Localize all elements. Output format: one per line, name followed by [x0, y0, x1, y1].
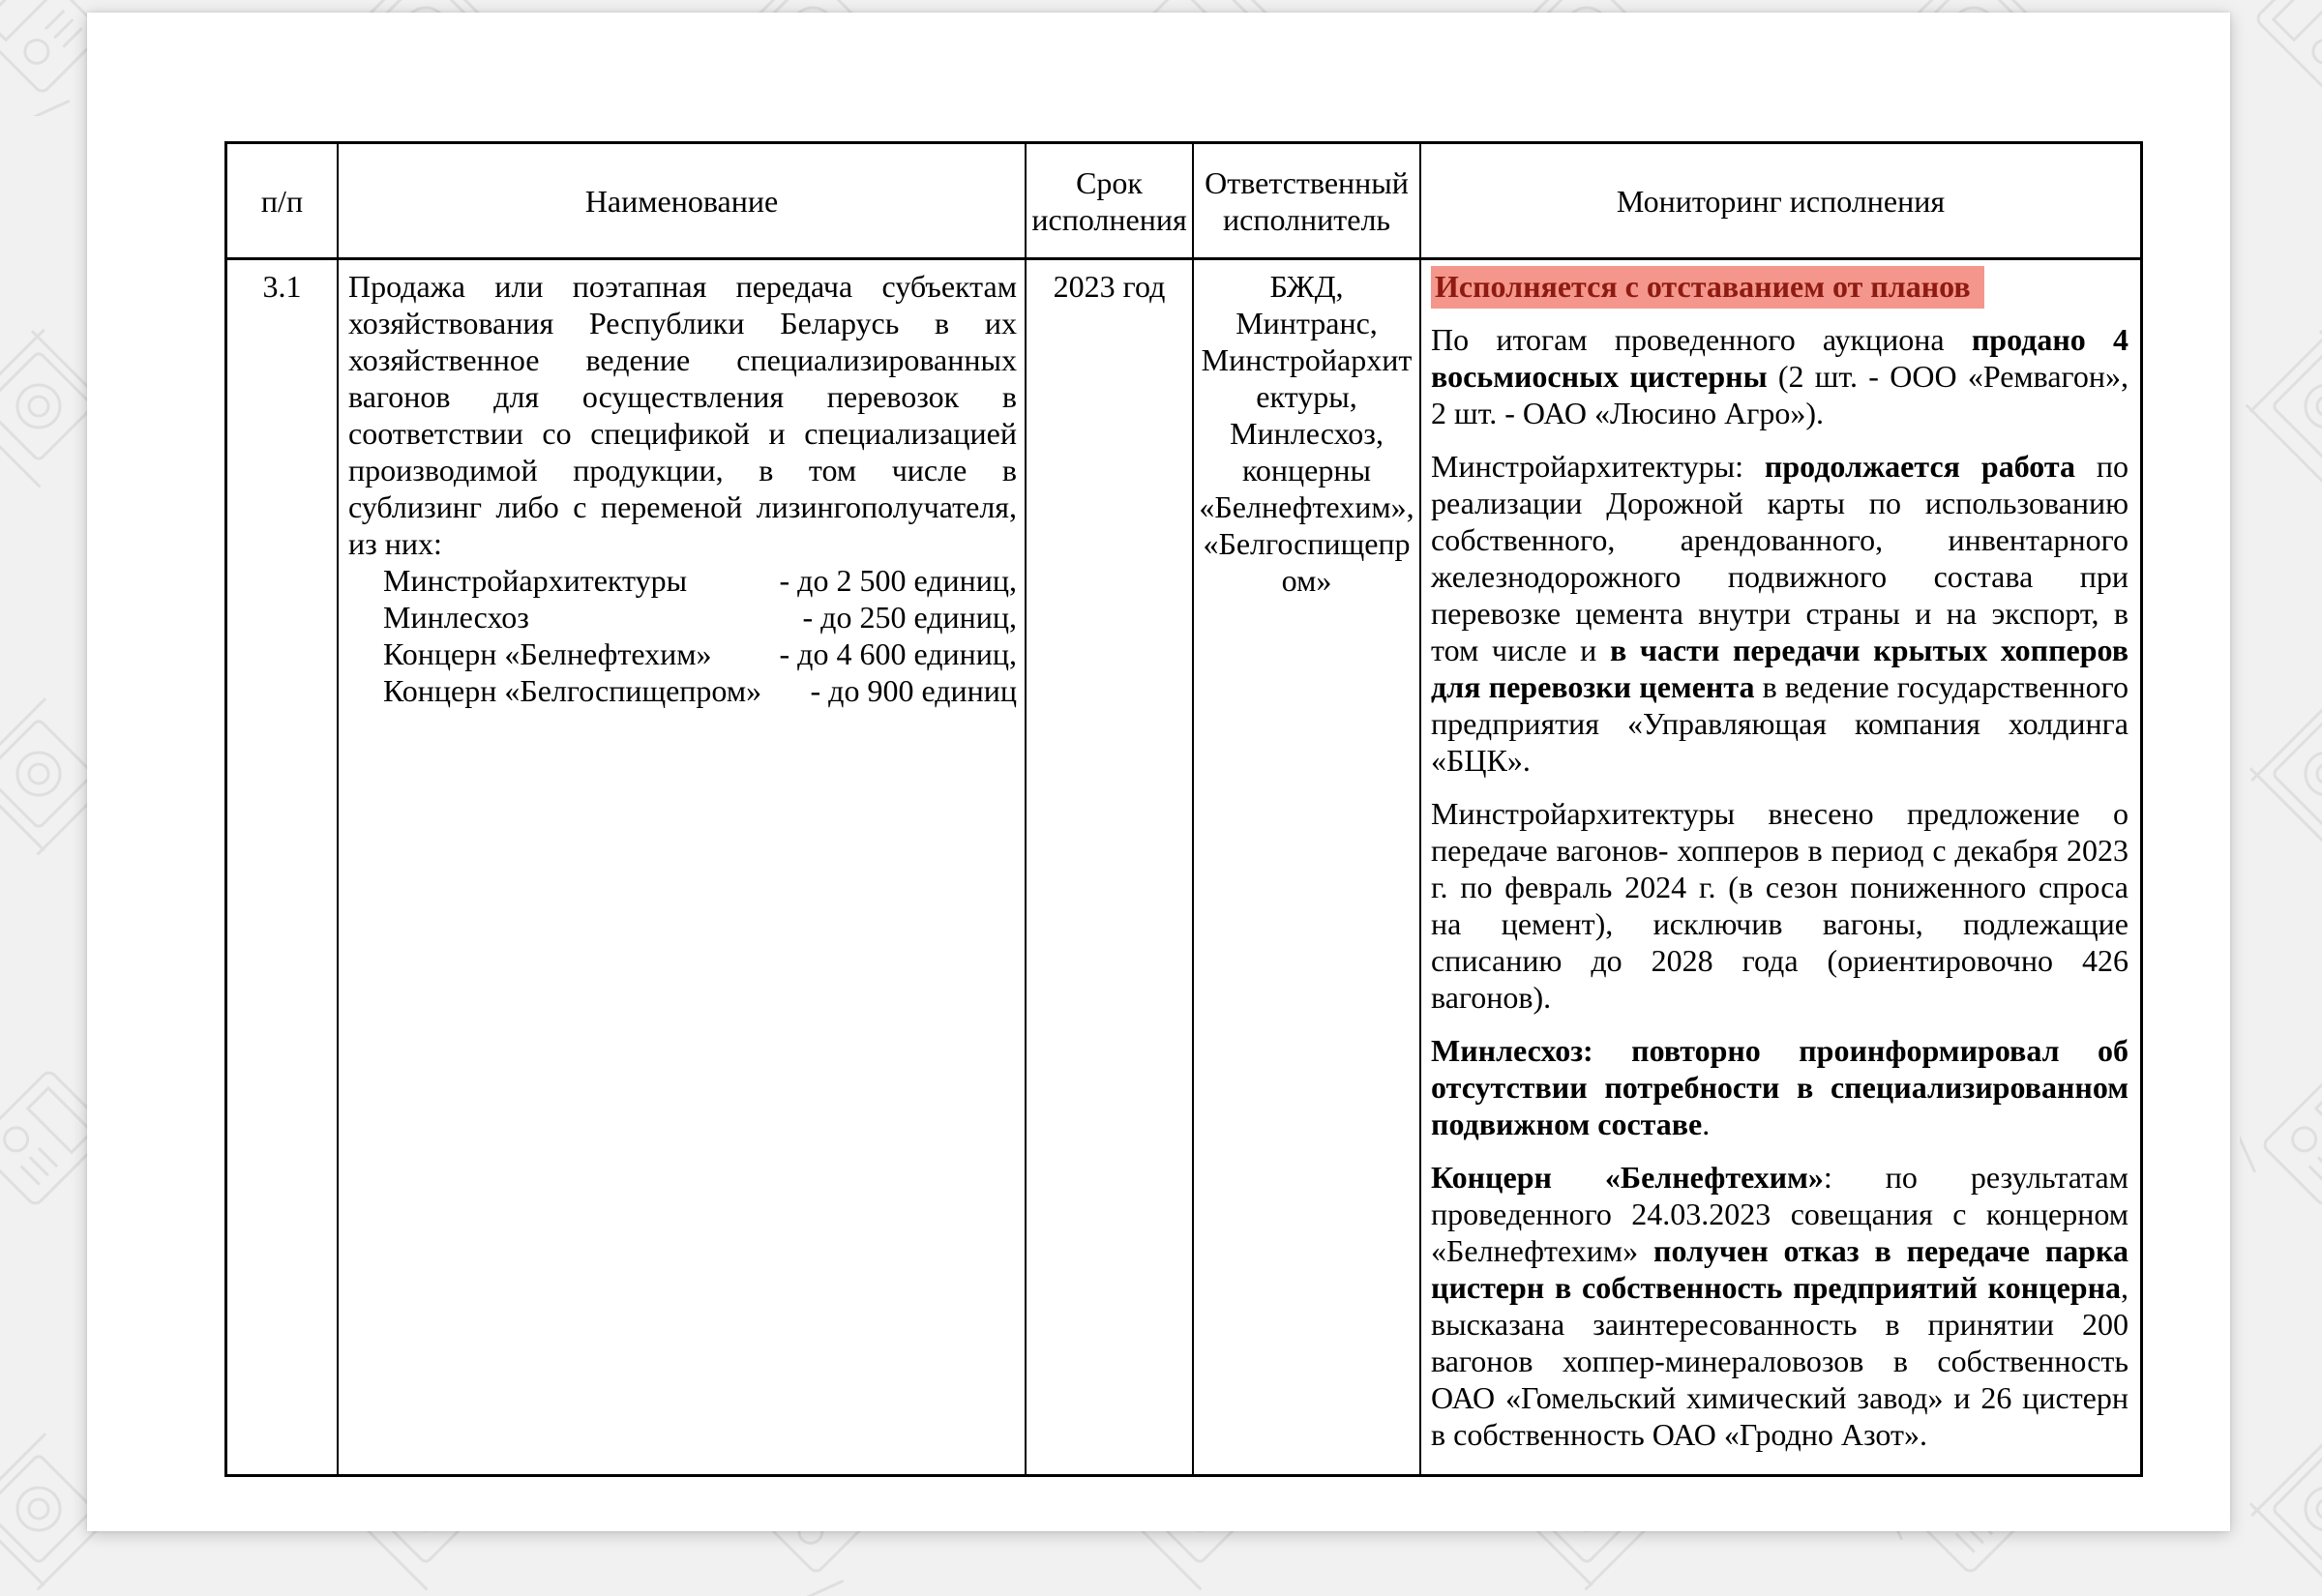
cell-term: 2023 год — [1027, 260, 1194, 1474]
col-header-term: Срок исполнения — [1027, 144, 1194, 257]
allocation-item: Минстройархитектуры - до 2 500 единиц, — [383, 563, 1017, 598]
table-row — [227, 260, 2140, 1474]
monitoring-paragraph: По итогам проведенного аукциона продано 4 восьмиосных цистерны (2 шт. - ООО «Ремвагон», 2 шт. - ОАО «Люсино Агро»). — [1431, 322, 2129, 430]
name-paragraph: Продажа или поэтапная передача субъектам хозяйствования Республики Беларусь в их хозяйственное ведение специализированных вагонов для осуществления перевозок в соответствии со спецификой и специализацией производимой продукции, в том числе в сублизинг либо с переменой лизингополучателя, из них: — [348, 269, 1017, 561]
monitoring-paragraph: Концерн «Белнефтехим»: по результатам проведенного 24.03.2023 совещания с концерном «Белнефтехим» получен отказ в передаче парка цистерн в собственность предприятий концерна, высказана заинтересованность в принятии 200 вагонов хоппер-минераловозов в собственность ОАО «Гомельский химический завод» и 26 цистерн в собственность ОАО «Гродно Азот». — [1431, 1160, 2129, 1452]
col-header-num: п/п — [227, 144, 339, 257]
allocation-item: Концерн «Белнефтехим» - до 4 600 единиц, — [383, 636, 1017, 671]
monitoring-paragraph: Минлесхоз: повторно проинформировал об отсутствии потребности в специализированном подвижном составе. — [1431, 1033, 2128, 1141]
monitoring-table — [224, 141, 2143, 1477]
background-doodle — [2240, 687, 2322, 861]
cell-monitoring — [1421, 260, 2140, 1474]
col-header-name: Наименование — [339, 144, 1027, 257]
allocation-item: Минлесхоз - до 250 единиц, — [383, 600, 1017, 635]
document-page — [87, 13, 2230, 1531]
table-header-row — [227, 144, 2140, 260]
status-badge: Исполняется с отставанием от планов — [1431, 266, 1984, 309]
cell-item-number: 3.1 — [227, 260, 339, 1474]
status-line — [1431, 268, 2128, 305]
monitoring-content — [1431, 268, 2128, 1453]
col-header-responsible: Ответственный исполнитель — [1194, 144, 1421, 257]
col-header-monitoring: Мониторинг исполнения — [1616, 183, 1946, 219]
allocation-list — [348, 562, 1017, 709]
background-doodle — [2240, 319, 2322, 493]
allocation-item: Концерн «Белгоспищепром» - до 900 единиц — [383, 673, 1017, 708]
monitoring-paragraph: Минстройархитектуры внесено предложение о передаче вагонов- хопперов в период с декабря 2023 г. по февраль 2024 г. (в сезон пониженного спроса на цемент), исключив вагоны, подлежащие списанию до 2028 года (ориентировочно 426 вагонов). — [1431, 796, 2128, 1015]
cell-responsible: БЖД, Минтранс, Минстройархитектуры, Минлесхоз, концерны «Белнефтехим», «Белгоспищепром» — [1194, 260, 1421, 1474]
background-doodle — [2240, 0, 2322, 116]
monitoring-paragraph: Минстройархитектуры: продолжается работа по реализации Дорожной карты по использованию собственного, арендованного, инвентарного железнодорожного подвижного состава при перевозке цемента внутри страны и на экспорт, в том числе и в части передачи крытых хопперов для перевозки цемента в ведение государственного предприятия «Управляющая компания холдинга «БЦК». — [1431, 449, 2129, 778]
cell-name — [339, 260, 1027, 1474]
background-doodle — [2240, 1422, 2322, 1596]
background-doodle — [2240, 1054, 2322, 1228]
